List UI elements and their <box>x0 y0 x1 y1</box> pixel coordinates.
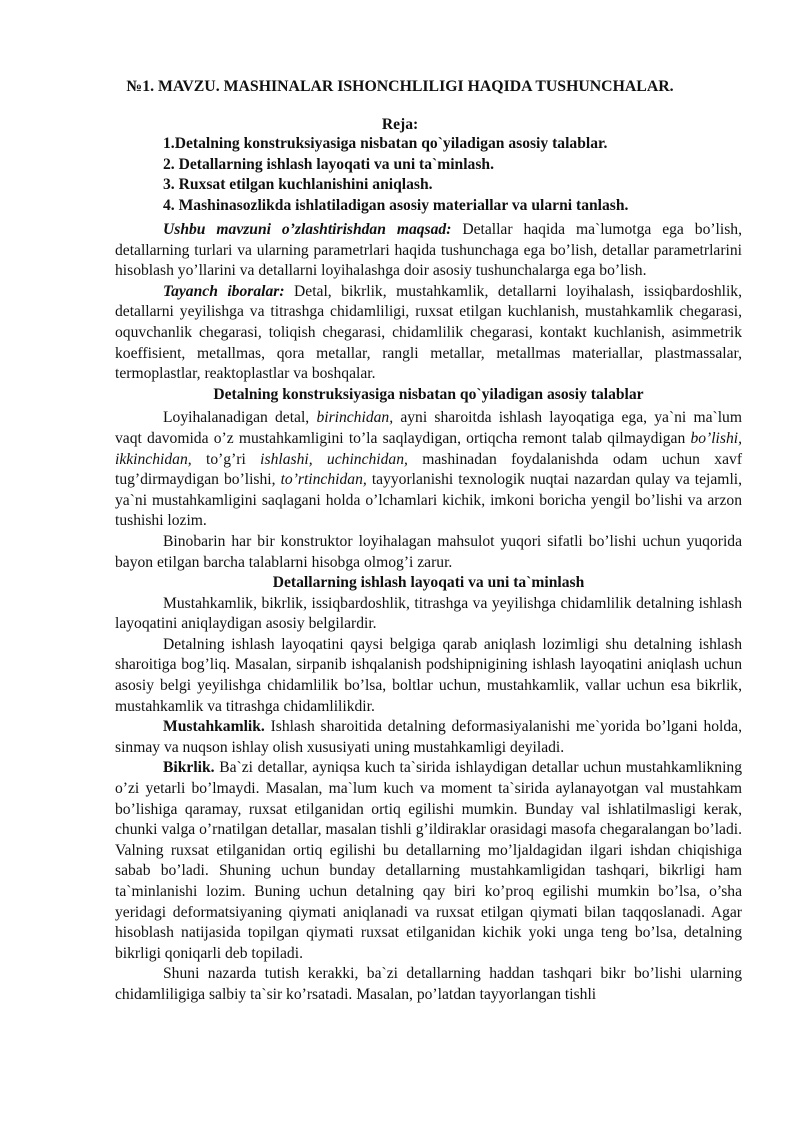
plan-item: 1.Detalning konstruksiyasiga nisbatan qo`yiladigan asosiy talablar. <box>163 135 608 152</box>
bikrlik-label: Bikrlik. <box>163 759 215 777</box>
mustahkamlik-label: Mustahkamlik. <box>163 718 265 736</box>
aim-text: Detallar haqida ma`lumotga ega bo’lish, detallarning turlari va ularning parametrlari haqida tushunchaga ega bo’lish, detallar parametrlarini hisoblash yo’llarini va detallarni loyihalashga doir asosiy tushunchalarga ega bo’lish. <box>115 221 742 280</box>
section-heading: Detalning konstruksiyasiga nisbatan qo`yiladigan asosiy talablar <box>213 385 644 403</box>
section1-paragraph-2: Binobarin har bir konstruktor loyihalagan mahsulot yuqori sifatli bo’lishi uchun yuqorida bayon etilgan barcha talablarni hisobga olmog’i zarur. <box>115 532 742 571</box>
keywords-label: Tayanch iboralar: <box>163 282 285 300</box>
document-title: №1. MAVZU. MASHINALAR ISHONCHLILIGI HAQIDA TUSHUNCHALAR. <box>126 78 674 95</box>
section2-paragraph-2: Detalning ishlash layoqatini qaysi belgiga qarab aniqlash lozimligi shu detalning ishlash sharoitiga bog’liq. Masalan, sirpanib ishqalanish podshipnigining ishlash layoqatini aniqlash uchun asosiy belgi yeyilishga chidamlilik bo’lsa, boltlar uchun, mustahkamlik, vallar uchun esa bikrlik, mustahkamlik va titrashga chidamlilikdir. <box>115 635 742 715</box>
plan-item: 3. Ruxsat etilgan kuchlanishini aniqlash. <box>163 176 433 194</box>
section1-paragraph-1: Loyihalanadigan detal, birinchidan, ayni sharoitda ishlash layoqatiga ega, ya`ni ma`lum vaqt davomida o’z mustahkamligini to’la saqlaydigan, ortiqcha remont talab qilmaydigan bo’lishi, ikkinchidan, to’g’ri ishlashi, uchinchidan, mashinadan foydalanishda odam uchun xavf tug’dirmaydigan bo’lishi, to’rtinchidan, tayyorlanishi texnologik nuqtai nazardan qulay va tejamli, ya`ni mustahkamligini saqlagani holda o’lchamlari kichik, imkoni boricha yengil bo’lishi va arzon tushishi lozim. <box>115 409 743 530</box>
plan-heading: Reja: <box>381 116 419 133</box>
section2-paragraph-1: Mustahkamlik, bikrlik, issiqbardoshlik, titrashga va yeyilishga chidamlilik detalning ishlash layoqatini aniqlaydigan asosiy belgilardir. <box>115 594 742 633</box>
plan-item: 2. Detallarning ishlash layoqati va uni ta`minlash. <box>163 155 494 173</box>
mustahkamlik-paragraph: Mustahkamlik. Ishlash sharoitida detalning deformasiyalanishi me`yorida bo’lgani holda, sinmay va nuqson ishlay olish xususiyati uning mustahkamligi deyiladi. <box>115 718 742 756</box>
bikrlik-paragraph: Bikrlik. Ba`zi detallar, ayniqsa kuch ta`sirida ishlaydigan detallar uchun mustahkamlikning o’zi yetarli bo’lmaydi. Masalan, ma`lum kuch va moment ta`sirida aylanayotgan val mustahkam bo’lishiga qaramay, ruxsat etilganidan ortiq egilishi mumkin. Bunday val ishlatilmasligi kerak, chunki valga o’rnatilgan detallar, masalan tishli g’ildiraklar orasidagi masofa chegaralangan bo’ladi. Valning ruxsat etilganidan ortiq egilishi bu detallarning mo’ljaldagidan ilgari ishdan chiqishiga sabab bo’ladi. Shuning uchun bunday detallarning mustahkamligidan tashqari, bikrligi ham ta`minlanishi lozim. Buning uchun detalning qay biri ko’proq egilishi mumkin bo’lsa, o’sha yeridagi deformatsiyaning qiymati aniqlanadi va ruxsat etilgan qiymati bilan taqqoslanadi. Agar hisoblash natijasida topilgan qiymati ruxsat etilganidan kichik yoki unga teng bo’lsa, detalning bikrligi qoniqarli deb topiladi. <box>115 759 742 962</box>
document-body <box>115 220 742 1006</box>
plan-list <box>163 134 763 216</box>
keywords-paragraph <box>115 282 742 385</box>
last-paragraph: Shuni nazarda tutish kerakki, ba`zi detallarning haddan tashqari bikr bo’lishi ularning chidamliligiga salbiy ta`sir ko’rsatadi. Masalan, po’latdan tayyorlangan tishli <box>115 965 742 1003</box>
aim-label: Ushbu mavzuni o’zlashtirishdan maqsad: <box>163 221 452 238</box>
aim-paragraph <box>115 220 742 282</box>
plan-item: 4. Mashinasozlikda ishlatiladigan asosiy materiallar va ularni tanlash. <box>163 196 629 214</box>
keywords-text: Detal, bikrlik, mustahkamlik, detallarni loyihalash, issiqbardoshlik, detallarni yeyilishga va titrashga chidamliligi, ruxsat etilgan kuchlanish, mustahkamlik chegarasi, oquvchanlik chegarasi, toliqish chegarasi, chidamlilik chegarasi, kontakt kuchlanish, asimmetrik koeffisient, metallmas, qora metallar, rangli metallar, metallmas materiallar, plastmassalar, termoplastlar, reaktoplastlar va boshqalar. <box>115 282 742 383</box>
section-heading: Detallarning ishlash layoqati va uni ta`minlash <box>272 574 585 592</box>
